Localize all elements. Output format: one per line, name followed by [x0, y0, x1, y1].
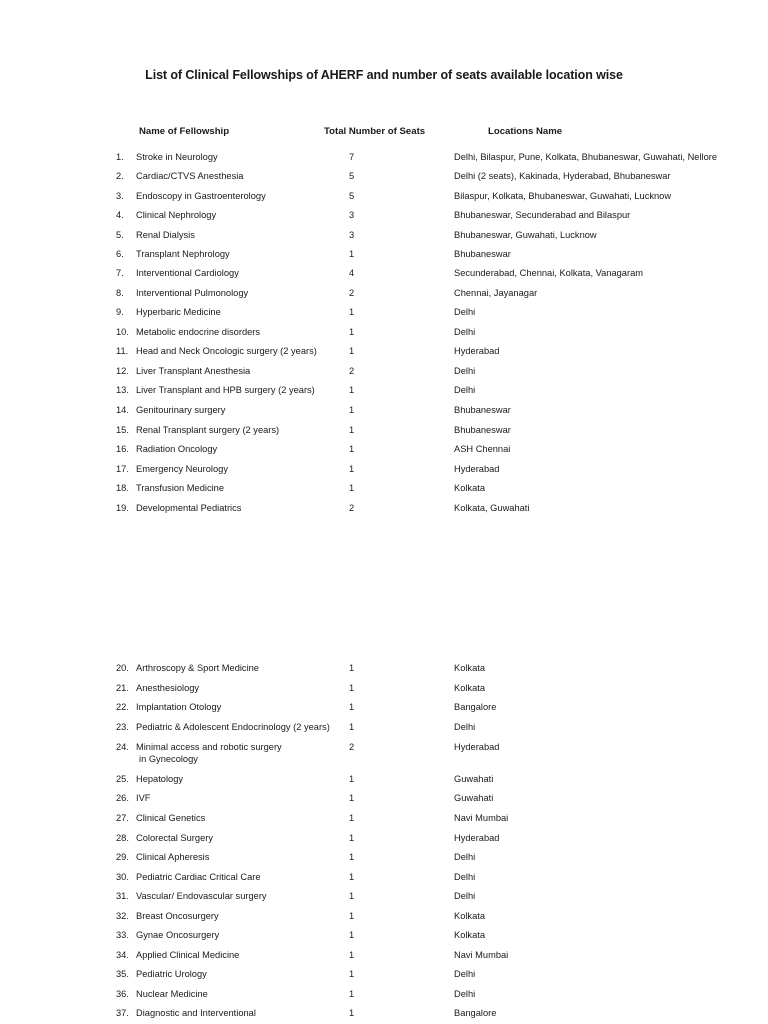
locations: Hyderabad — [454, 833, 500, 843]
row-number: 4. — [116, 210, 124, 220]
seat-count: 2 — [349, 742, 355, 752]
fellowship-name-text: Renal Dialysis — [136, 230, 195, 240]
fellowship-name-text: Transfusion Medicine — [136, 483, 225, 493]
fellowship-name — [136, 170, 243, 182]
seat-count: 1 — [349, 1008, 355, 1018]
fellowship-name — [136, 248, 230, 260]
fellowship-name — [136, 812, 205, 824]
locations: Secunderabad, Chennai, Kolkata, Vanagaram — [454, 268, 643, 278]
fellowship-name-text: Implantation Otology — [136, 702, 222, 712]
locations: Kolkata — [454, 683, 486, 693]
fellowship-name-text: Metabolic endocrine disorders — [136, 327, 261, 337]
fellowship-name-text: IVF — [136, 793, 151, 803]
fellowship-name — [136, 792, 150, 804]
seat-count: 1 — [349, 852, 355, 862]
row-number: 17. — [116, 464, 129, 474]
row-number: 20. — [116, 663, 129, 673]
row-number: 32. — [116, 911, 129, 921]
fellowship-name — [136, 502, 241, 514]
row-number: 35. — [116, 969, 129, 979]
column-header-name: Name of Fellowship — [139, 126, 230, 137]
fellowship-name — [136, 443, 217, 455]
row-number: 36. — [116, 989, 129, 999]
fellowship-name-text: Gynae Oncosurgery — [136, 930, 220, 940]
row-number: 12. — [116, 366, 129, 376]
fellowship-name — [136, 871, 261, 883]
fellowship-name-text: Interventional Cardiology — [136, 268, 239, 278]
locations: Bhubaneswar, Guwahati, Lucknow — [454, 230, 597, 240]
seat-count: 3 — [349, 230, 355, 240]
locations: Delhi — [454, 989, 476, 999]
row-number: 24. — [116, 742, 129, 752]
fellowship-name — [136, 682, 199, 694]
fellowship-name-text: Cardiac/CTVS Anesthesia — [136, 171, 244, 181]
fellowship-name — [136, 949, 239, 961]
fellowship-name-text: Emergency Neurology — [136, 464, 228, 474]
seat-count: 1 — [349, 930, 355, 940]
fellowship-name-text: Pediatric Cardiac Critical Care — [136, 872, 261, 882]
seat-count: 1 — [349, 327, 355, 337]
seat-count: 1 — [349, 891, 355, 901]
row-number: 16. — [116, 444, 129, 454]
locations: Guwahati — [454, 793, 494, 803]
fellowship-name — [136, 306, 221, 318]
seat-count: 1 — [349, 249, 355, 259]
seat-count: 1 — [349, 722, 355, 732]
fellowship-name — [136, 151, 218, 163]
locations: Bhubaneswar — [454, 425, 511, 435]
fellowship-name-text: Hyperbaric Medicine — [136, 307, 221, 317]
locations: Kolkata — [454, 663, 486, 673]
row-number: 10. — [116, 327, 129, 337]
fellowship-name-continued: in Gynecology — [139, 754, 198, 764]
locations: Kolkata — [454, 911, 486, 921]
fellowship-name — [136, 929, 219, 941]
fellowship-name-text: Applied Clinical Medicine — [136, 950, 240, 960]
fellowship-name — [136, 404, 225, 416]
fellowship-name-text: Minimal access and robotic surgery — [136, 742, 282, 752]
fellowship-name-text: Anesthesiology — [136, 683, 200, 693]
fellowship-name-text: Endoscopy in Gastroenterology — [136, 191, 266, 201]
locations: Navi Mumbai — [454, 813, 509, 823]
fellowship-name-text: Clinical Genetics — [136, 813, 206, 823]
seat-count: 1 — [349, 774, 355, 784]
fellowship-name-text: Head and Neck Oncologic surgery (2 years) — [136, 346, 317, 356]
seat-count: 1 — [349, 950, 355, 960]
fellowship-name — [136, 741, 282, 765]
locations: Delhi — [454, 969, 476, 979]
fellowship-name — [136, 890, 267, 902]
column-header-seats: Total Number of Seats — [324, 126, 426, 137]
locations: Guwahati — [454, 774, 494, 784]
locations: Delhi (2 seats), Kakinada, Hyderabad, Bhubaneswar — [454, 171, 671, 181]
seat-count: 3 — [349, 210, 355, 220]
seat-count: 1 — [349, 346, 355, 356]
locations: Hyderabad — [454, 742, 500, 752]
row-number: 13. — [116, 385, 129, 395]
fellowship-name — [136, 832, 213, 844]
seat-count: 1 — [349, 911, 355, 921]
locations: Delhi — [454, 872, 476, 882]
row-number: 1. — [116, 152, 124, 162]
row-number: 2. — [116, 171, 124, 181]
locations: Bangalore — [454, 702, 497, 712]
seat-count: 7 — [349, 152, 355, 162]
fellowship-name — [136, 701, 221, 713]
fellowship-name — [136, 267, 239, 279]
row-number: 5. — [116, 230, 124, 240]
locations: Delhi — [454, 852, 476, 862]
fellowship-name — [136, 988, 208, 1000]
seat-count: 5 — [349, 191, 355, 201]
locations: Kolkata, Guwahati — [454, 503, 530, 513]
locations: Kolkata — [454, 483, 486, 493]
locations: ASH Chennai — [454, 444, 511, 454]
locations: Delhi — [454, 327, 476, 337]
fellowship-name-text: Clinical Nephrology — [136, 210, 217, 220]
seat-count: 1 — [349, 989, 355, 999]
seat-count: 1 — [349, 813, 355, 823]
seat-count: 1 — [349, 307, 355, 317]
seat-count: 5 — [349, 171, 355, 181]
locations: Delhi — [454, 307, 476, 317]
locations: Bilaspur, Kolkata, Bhubaneswar, Guwahati, Lucknow — [454, 191, 672, 201]
fellowship-name-text: Colorectal Surgery — [136, 833, 213, 843]
seat-count: 1 — [349, 464, 355, 474]
document-title: List of Clinical Fellowships of AHERF and number of seats available location wise — [145, 68, 623, 82]
row-number: 37. — [116, 1008, 129, 1018]
seat-count: 1 — [349, 663, 355, 673]
column-header-locations: Locations Name — [488, 126, 563, 137]
seat-count: 1 — [349, 444, 355, 454]
row-number: 18. — [116, 483, 129, 493]
fellowship-name-text: Hepatology — [136, 774, 184, 784]
fellowship-name-text: Interventional Pulmonology — [136, 288, 249, 298]
locations: Bhubaneswar, Secunderabad and Bilaspur — [454, 210, 631, 220]
fellowship-name-text: Developmental Pediatrics — [136, 503, 242, 513]
seat-count: 1 — [349, 385, 355, 395]
fellowship-name-text: Clinical Apheresis — [136, 852, 210, 862]
fellowship-name-text: Breast Oncosurgery — [136, 911, 219, 921]
row-number: 29. — [116, 852, 129, 862]
seat-count: 2 — [349, 288, 355, 298]
fellowship-name — [136, 384, 315, 396]
seat-count: 1 — [349, 425, 355, 435]
row-number: 28. — [116, 833, 129, 843]
fellowship-name — [136, 721, 330, 733]
row-number: 11. — [116, 346, 129, 356]
fellowship-name — [136, 463, 228, 475]
fellowship-name — [136, 209, 216, 221]
row-number: 8. — [116, 288, 124, 298]
fellowship-name-text: Vascular/ Endovascular surgery — [136, 891, 267, 901]
fellowship-name-text: Nuclear Medicine — [136, 989, 208, 999]
fellowship-name — [136, 968, 207, 980]
row-number: 3. — [116, 191, 124, 201]
locations: Delhi, Bilaspur, Pune, Kolkata, Bhubaneswar, Guwahati, Nellore — [454, 152, 718, 162]
fellowship-name — [136, 229, 195, 241]
fellowship-name — [136, 345, 317, 357]
fellowship-name-text: Radiation Oncology — [136, 444, 218, 454]
fellowship-name — [136, 1007, 256, 1019]
seat-count: 1 — [349, 683, 355, 693]
fellowship-name-text: Renal Transplant surgery (2 years) — [136, 425, 280, 435]
fellowship-name — [136, 662, 259, 674]
fellowship-name — [136, 287, 248, 299]
fellowship-name-text: Transplant Nephrology — [136, 249, 230, 259]
locations: Delhi — [454, 722, 476, 732]
fellowship-name — [136, 851, 209, 863]
locations: Navi Mumbai — [454, 950, 509, 960]
row-number: 7. — [116, 268, 124, 278]
row-number: 15. — [116, 425, 129, 435]
fellowship-name — [136, 910, 219, 922]
fellowship-name-text: Arthroscopy & Sport Medicine — [136, 663, 259, 673]
row-number: 25. — [116, 774, 129, 784]
row-number: 6. — [116, 249, 124, 259]
fellowship-name-text: Liver Transplant Anesthesia — [136, 366, 251, 376]
locations: Bangalore — [454, 1008, 497, 1018]
locations: Delhi — [454, 891, 476, 901]
locations: Chennai, Jayanagar — [454, 288, 538, 298]
seat-count: 2 — [349, 503, 355, 513]
locations: Bhubaneswar — [454, 249, 511, 259]
fellowship-name-text: Genitourinary surgery — [136, 405, 226, 415]
locations: Bhubaneswar — [454, 405, 511, 415]
seat-count: 1 — [349, 702, 355, 712]
row-number: 22. — [116, 702, 129, 712]
fellowship-name — [136, 326, 260, 338]
fellowship-name-text: Liver Transplant and HPB surgery (2 years) — [136, 385, 315, 395]
row-number: 23. — [116, 722, 129, 732]
seat-count: 2 — [349, 366, 355, 376]
fellowship-name-text: Diagnostic and Interventional — [136, 1008, 256, 1018]
fellowship-name-text: Stroke in Neurology — [136, 152, 218, 162]
row-number: 19. — [116, 503, 129, 513]
row-number: 31. — [116, 891, 129, 901]
seat-count: 1 — [349, 969, 355, 979]
row-number: 27. — [116, 813, 129, 823]
locations: Delhi — [454, 366, 476, 376]
row-number: 26. — [116, 793, 129, 803]
seat-count: 1 — [349, 793, 355, 803]
seat-count: 1 — [349, 405, 355, 415]
locations: Hyderabad — [454, 346, 500, 356]
row-number: 30. — [116, 872, 129, 882]
fellowship-name — [136, 190, 266, 202]
row-number: 9. — [116, 307, 124, 317]
fellowship-name-text: Pediatric Urology — [136, 969, 207, 979]
locations: Delhi — [454, 385, 476, 395]
fellowship-name — [136, 773, 183, 785]
seat-count: 1 — [349, 872, 355, 882]
fellowship-name-text: Pediatric & Adolescent Endocrinology (2 years) — [136, 722, 330, 732]
row-number: 33. — [116, 930, 129, 940]
row-number: 21. — [116, 683, 129, 693]
seat-count: 1 — [349, 483, 355, 493]
locations: Hyderabad — [454, 464, 500, 474]
fellowship-name — [136, 424, 279, 436]
seat-count: 4 — [349, 268, 355, 278]
row-number: 14. — [116, 405, 129, 415]
locations: Kolkata — [454, 930, 486, 940]
fellowship-name — [136, 482, 224, 494]
row-number: 34. — [116, 950, 129, 960]
seat-count: 1 — [349, 833, 355, 843]
fellowship-name — [136, 365, 250, 377]
